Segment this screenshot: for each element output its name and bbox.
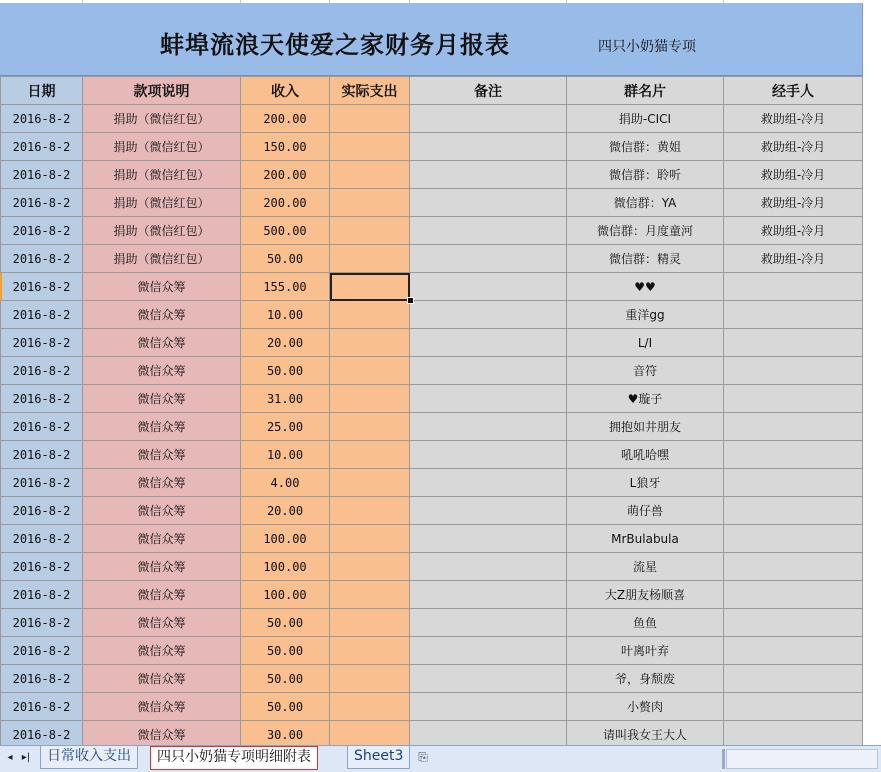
cell-group-card[interactable]: ♥♥ xyxy=(567,273,724,301)
table-row xyxy=(1,385,863,413)
cell-handler[interactable] xyxy=(724,413,863,441)
cell-group-card[interactable]: L/I xyxy=(567,329,724,357)
cell-notes[interactable] xyxy=(410,441,567,469)
cell-handler[interactable]: 救助组-冷月 xyxy=(724,217,863,245)
cell-income[interactable]: 25.00 xyxy=(241,413,330,441)
cell-notes[interactable] xyxy=(410,609,567,637)
table-row xyxy=(1,133,863,161)
cell-group-card[interactable]: 萌仔兽 xyxy=(567,497,724,525)
header-income[interactable]: 收入 xyxy=(241,77,330,105)
cell-date[interactable]: 2016-8-2 xyxy=(1,105,83,133)
cell-expense[interactable] xyxy=(330,413,410,441)
cell-income[interactable]: 50.00 xyxy=(241,693,330,721)
header-expense[interactable]: 实际支出 xyxy=(330,77,410,105)
table-row xyxy=(1,721,863,746)
cell-expense[interactable] xyxy=(330,357,410,385)
table-row xyxy=(1,525,863,553)
cell-date[interactable]: 2016-8-2 xyxy=(1,637,83,665)
table-row xyxy=(1,581,863,609)
selected-cell[interactable] xyxy=(330,273,410,301)
cell-handler[interactable]: 救助组-冷月 xyxy=(724,133,863,161)
cell-income[interactable]: 155.00 xyxy=(241,273,330,301)
cell-expense[interactable] xyxy=(330,133,410,161)
cell-notes[interactable] xyxy=(410,357,567,385)
cell-handler[interactable] xyxy=(724,469,863,497)
cell-description[interactable]: 微信众筹 xyxy=(83,553,241,581)
cell-notes[interactable] xyxy=(410,273,567,301)
report-subtitle: 四只小奶猫专项 xyxy=(598,39,696,55)
cell-notes[interactable] xyxy=(410,245,567,273)
cell-description[interactable]: 捐助（微信红包） xyxy=(83,245,241,273)
cell-date[interactable]: 2016-8-2 xyxy=(1,189,83,217)
cell-date[interactable]: 2016-8-2 xyxy=(1,721,83,746)
cell-handler[interactable]: 救助组-冷月 xyxy=(724,189,863,217)
cell-expense[interactable] xyxy=(330,525,410,553)
cell-notes[interactable] xyxy=(410,301,567,329)
header-handler[interactable]: 经手人 xyxy=(724,77,863,105)
cell-expense[interactable] xyxy=(330,469,410,497)
table-row xyxy=(1,189,863,217)
cell-income[interactable]: 30.00 xyxy=(241,721,330,746)
cell-income[interactable]: 20.00 xyxy=(241,497,330,525)
cell-group-card[interactable]: L狼牙 xyxy=(567,469,724,497)
cell-notes[interactable] xyxy=(410,581,567,609)
cell-date[interactable]: 2016-8-2 xyxy=(1,217,83,245)
cell-group-card[interactable]: 爷，身颓废 xyxy=(567,665,724,693)
header-date[interactable]: 日期 xyxy=(1,77,83,105)
cell-group-card[interactable]: 请叫我女王大人 xyxy=(567,721,724,746)
cell-group-card[interactable]: 重洋gg xyxy=(567,301,724,329)
cell-group-card[interactable]: 微信群：聆听 xyxy=(567,161,724,189)
report-title: 蚌埠流浪天使爱之家财务月报表 xyxy=(160,30,510,59)
header-description[interactable]: 款项说明 xyxy=(83,77,241,105)
table-row xyxy=(1,357,863,385)
cell-description[interactable]: 微信众筹 xyxy=(83,273,241,301)
cell-expense[interactable] xyxy=(330,665,410,693)
cell-date[interactable]: 2016-8-2 xyxy=(1,301,83,329)
cell-expense[interactable] xyxy=(330,693,410,721)
cell-handler[interactable] xyxy=(724,637,863,665)
cell-income[interactable]: 500.00 xyxy=(241,217,330,245)
cell-date[interactable]: 2016-8-2 xyxy=(1,497,83,525)
cell-expense[interactable] xyxy=(330,301,410,329)
cell-handler[interactable] xyxy=(724,693,863,721)
cell-description[interactable]: 微信众筹 xyxy=(83,665,241,693)
active-row-marker xyxy=(0,273,2,300)
cell-group-card[interactable]: 微信群：精灵 xyxy=(567,245,724,273)
cell-handler[interactable] xyxy=(724,525,863,553)
cell-income[interactable]: 50.00 xyxy=(241,637,330,665)
cell-handler[interactable] xyxy=(724,665,863,693)
table-row xyxy=(1,497,863,525)
cell-income[interactable]: 50.00 xyxy=(241,665,330,693)
sheet-tab-kittens[interactable]: 四只小奶猫专项明细附表 xyxy=(150,746,318,770)
cell-description[interactable]: 微信众筹 xyxy=(83,581,241,609)
cell-handler[interactable]: 救助组-冷月 xyxy=(724,245,863,273)
cell-expense[interactable] xyxy=(330,245,410,273)
table-row xyxy=(1,553,863,581)
cell-description[interactable]: 微信众筹 xyxy=(83,413,241,441)
fill-handle[interactable] xyxy=(407,297,414,304)
cell-notes[interactable] xyxy=(410,693,567,721)
cell-income[interactable]: 100.00 xyxy=(241,525,330,553)
cell-description[interactable]: 捐助（微信红包） xyxy=(83,217,241,245)
cell-notes[interactable] xyxy=(410,329,567,357)
table-row xyxy=(1,637,863,665)
table-row xyxy=(1,441,863,469)
cell-expense[interactable] xyxy=(330,217,410,245)
cell-description[interactable]: 微信众筹 xyxy=(83,497,241,525)
cell-date[interactable]: 2016-8-2 xyxy=(1,441,83,469)
cell-group-card[interactable]: 叶离叶弃 xyxy=(567,637,724,665)
cell-notes[interactable] xyxy=(410,133,567,161)
cell-expense[interactable] xyxy=(330,637,410,665)
cell-group-card[interactable]: 大Z朋友杨顺喜 xyxy=(567,581,724,609)
title-merged-cell[interactable] xyxy=(0,3,863,76)
cell-description[interactable]: 微信众筹 xyxy=(83,637,241,665)
cell-date[interactable]: 2016-8-2 xyxy=(1,273,83,301)
triangle-left-icon[interactable]: ◂ xyxy=(7,752,13,763)
cell-group-card[interactable]: 微信群：黄姐 xyxy=(567,133,724,161)
cell-date[interactable]: 2016-8-2 xyxy=(1,693,83,721)
cell-handler[interactable] xyxy=(724,441,863,469)
cell-description[interactable]: 捐助（微信红包） xyxy=(83,105,241,133)
cell-notes[interactable] xyxy=(410,161,567,189)
cell-handler[interactable] xyxy=(724,721,863,746)
cell-expense[interactable] xyxy=(330,189,410,217)
cell-group-card[interactable]: MrBulabula xyxy=(567,525,724,553)
cell-handler[interactable] xyxy=(724,357,863,385)
cell-expense[interactable] xyxy=(330,553,410,581)
cell-handler[interactable]: 救助组-冷月 xyxy=(724,161,863,189)
cell-description[interactable]: 微信众筹 xyxy=(83,441,241,469)
triangle-last-icon[interactable]: ▸| xyxy=(21,752,31,763)
cell-income[interactable]: 50.00 xyxy=(241,245,330,273)
cell-description[interactable]: 微信众筹 xyxy=(83,469,241,497)
cell-notes[interactable] xyxy=(410,217,567,245)
cell-handler[interactable]: 救助组-冷月 xyxy=(724,105,863,133)
cell-description[interactable]: 捐助（微信红包） xyxy=(83,189,241,217)
cell-notes[interactable] xyxy=(410,497,567,525)
cell-income[interactable]: 200.00 xyxy=(241,105,330,133)
cell-group-card[interactable]: 微信群：YA xyxy=(567,189,724,217)
cell-notes[interactable] xyxy=(410,413,567,441)
cell-notes[interactable] xyxy=(410,665,567,693)
cell-date[interactable]: 2016-8-2 xyxy=(1,161,83,189)
insert-sheet-icon[interactable]: ⎘ xyxy=(418,750,428,764)
cell-handler[interactable] xyxy=(724,273,863,301)
header-group-card[interactable]: 群名片 xyxy=(567,77,724,105)
sheet-tab-daily[interactable]: 日常收入支出 xyxy=(40,746,138,769)
cell-notes[interactable] xyxy=(410,637,567,665)
cell-description[interactable]: 捐助（微信红包） xyxy=(83,133,241,161)
sheet-tab-bar xyxy=(0,745,881,772)
table-row xyxy=(1,301,863,329)
cell-income[interactable]: 31.00 xyxy=(241,385,330,413)
cell-handler[interactable] xyxy=(724,385,863,413)
cell-income[interactable]: 4.00 xyxy=(241,469,330,497)
cell-income[interactable]: 20.00 xyxy=(241,329,330,357)
cell-date[interactable]: 2016-8-2 xyxy=(1,609,83,637)
cell-handler[interactable] xyxy=(724,553,863,581)
cell-description[interactable]: 微信众筹 xyxy=(83,693,241,721)
cell-income[interactable]: 200.00 xyxy=(241,189,330,217)
cell-date[interactable]: 2016-8-2 xyxy=(1,665,83,693)
cell-date[interactable]: 2016-8-2 xyxy=(1,469,83,497)
cell-handler[interactable] xyxy=(724,609,863,637)
cell-expense[interactable] xyxy=(330,721,410,746)
cell-description[interactable]: 微信众筹 xyxy=(83,385,241,413)
cell-income[interactable]: 100.00 xyxy=(241,553,330,581)
sheet-tab-sheet3[interactable]: Sheet3 xyxy=(347,746,410,769)
horizontal-scrollbar[interactable] xyxy=(726,749,878,769)
table-row xyxy=(1,469,863,497)
cell-date[interactable]: 2016-8-2 xyxy=(1,525,83,553)
cell-handler[interactable] xyxy=(724,301,863,329)
table-row xyxy=(1,329,863,357)
cell-notes[interactable] xyxy=(410,525,567,553)
cell-description[interactable]: 微信众筹 xyxy=(83,609,241,637)
cell-description[interactable]: 微信众筹 xyxy=(83,721,241,746)
cell-description[interactable]: 微信众筹 xyxy=(83,357,241,385)
cell-income[interactable]: 150.00 xyxy=(241,133,330,161)
table-row xyxy=(1,273,863,301)
cell-date[interactable]: 2016-8-2 xyxy=(1,553,83,581)
cell-expense[interactable] xyxy=(330,441,410,469)
cell-date[interactable]: 2016-8-2 xyxy=(1,357,83,385)
table-row xyxy=(1,609,863,637)
cell-date[interactable]: 2016-8-2 xyxy=(1,581,83,609)
table-row xyxy=(1,161,863,189)
data-table xyxy=(0,76,863,745)
cell-group-card[interactable]: 拥抱如井朋友 xyxy=(567,413,724,441)
cell-description[interactable]: 微信众筹 xyxy=(83,301,241,329)
cell-notes[interactable] xyxy=(410,385,567,413)
cell-group-card[interactable]: 音符 xyxy=(567,357,724,385)
cell-expense[interactable] xyxy=(330,329,410,357)
cell-income[interactable]: 10.00 xyxy=(241,301,330,329)
cell-income[interactable]: 200.00 xyxy=(241,161,330,189)
table-row xyxy=(1,245,863,273)
cell-income[interactable]: 100.00 xyxy=(241,581,330,609)
cell-date[interactable]: 2016-8-2 xyxy=(1,413,83,441)
cell-expense[interactable] xyxy=(330,385,410,413)
cell-income[interactable]: 50.00 xyxy=(241,609,330,637)
table-row xyxy=(1,217,863,245)
cell-date[interactable]: 2016-8-2 xyxy=(1,329,83,357)
cell-expense[interactable] xyxy=(330,581,410,609)
cell-notes[interactable] xyxy=(410,553,567,581)
cell-notes[interactable] xyxy=(410,469,567,497)
cell-expense[interactable] xyxy=(330,609,410,637)
cell-expense[interactable] xyxy=(330,497,410,525)
header-notes[interactable]: 备注 xyxy=(410,77,567,105)
cell-group-card[interactable]: 流星 xyxy=(567,553,724,581)
tab-split-handle[interactable] xyxy=(722,749,725,769)
cell-description[interactable]: 捐助（微信红包） xyxy=(83,161,241,189)
cell-group-card[interactable]: ♥璇子 xyxy=(567,385,724,413)
cell-notes[interactable] xyxy=(410,721,567,746)
cell-notes[interactable] xyxy=(410,189,567,217)
cell-handler[interactable] xyxy=(724,497,863,525)
cell-group-card[interactable]: 吼吼哈嘿 xyxy=(567,441,724,469)
cell-handler[interactable] xyxy=(724,329,863,357)
cell-description[interactable]: 微信众筹 xyxy=(83,329,241,357)
cell-handler[interactable] xyxy=(724,581,863,609)
cell-expense[interactable] xyxy=(330,105,410,133)
cell-group-card[interactable]: 鱼鱼 xyxy=(567,609,724,637)
header-row xyxy=(1,77,863,105)
cell-date[interactable]: 2016-8-2 xyxy=(1,385,83,413)
cell-notes[interactable] xyxy=(410,105,567,133)
cell-income[interactable]: 50.00 xyxy=(241,357,330,385)
cell-income[interactable]: 10.00 xyxy=(241,441,330,469)
table-row xyxy=(1,693,863,721)
cell-group-card[interactable]: 捐助-CICI xyxy=(567,105,724,133)
cell-date[interactable]: 2016-8-2 xyxy=(1,133,83,161)
table-row xyxy=(1,105,863,133)
cell-date[interactable]: 2016-8-2 xyxy=(1,245,83,273)
table-row xyxy=(1,665,863,693)
cell-group-card[interactable]: 小赘肉 xyxy=(567,693,724,721)
cell-group-card[interactable]: 微信群：月度童河 xyxy=(567,217,724,245)
table-row xyxy=(1,413,863,441)
cell-expense[interactable] xyxy=(330,161,410,189)
cell-description[interactable]: 微信众筹 xyxy=(83,525,241,553)
